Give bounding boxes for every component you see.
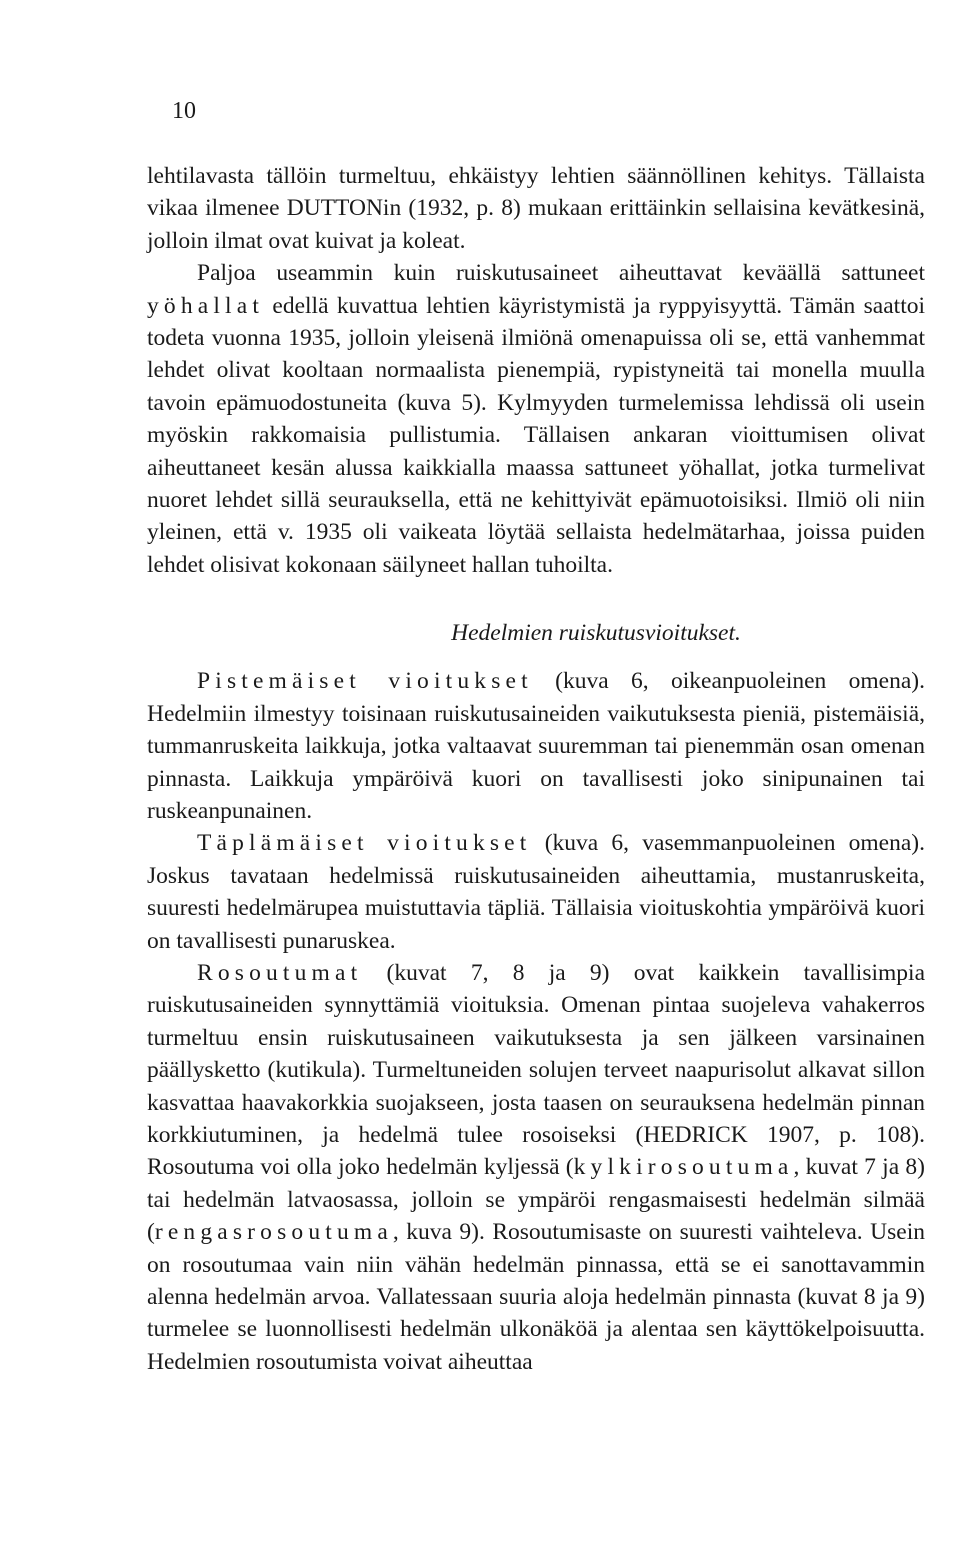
term-rengasrosoutuma: rengasrosoutuma (154, 1219, 393, 1246)
text-rosoutumat-d: , kuva 9). Rosoutumisaste on suuresti vaihteleva. Usein on rosoutumaa vain niin vähän hedelmän pinnassa, että se ei sanottavammin alenna hedelmän arvoa. Vallatessaan suuria aloja hedelmän pinnasta (kuvat 8 ja 9) turmelee se luonnollisesti hedelmän ulkonäköä ja alentaa sen käyttökelpoisuutta. Hedelmien rosoutumista voivat aiheuttaa (147, 1219, 925, 1375)
paragraph-2-after: edellä kuvattua lehtien käyristymistä ja ryppyisyyttä. Tämän saattoi todeta vuonna 1935, jolloin yleisenä ilmiönä omenapuissa oli se, että vanhemmat lehdet olivat kooltaan normaalista pienempiä, rypistyneitä tai monella muulla tavoin epämuodostuneita (kuva 5). Kylmyyden turmelemissa lehdissä oli usein myöskin rakkomaisia pullistumia. Tällaisen ankaran vioittumisen olivat aiheuttaneet kesän alussa kaikkialla maassa sattuneet yöhallat, jotka turmelivat nuoret lehdet sillä seurauksella, että ne kehittyivät epämuotoisiksi. Ilmiö oli niin yleinen, että v. 1935 oli vaikeata löytää sellaista hedelmätarhaa, joissa puiden lehdet olisivat kokonaan säilyneet hallan tuhoilta. (147, 292, 925, 578)
text-pistemaiset: (kuva 6, oikeanpuoleinen omena). Hedelmiin ilmestyy toisinaan ruiskutusaineiden vaikutuksesta pieniä, pistemäisiä, tummanruskeita laikkuja, jotka valtaavat suuremman tai pienemmän osan omenan pinnasta. Laikkuja ympäröivä kuori on tavallisesti joko sinipunainen tai ruskeanpunainen. (147, 668, 925, 824)
term-kylkirosoutuma: kylkirosoutuma (573, 1154, 794, 1181)
text-taplamaiset: (kuva 6, vasemmanpuoleinen omena). Joskus tavataan hedelmissä ruiskutusaineiden aiheuttamia, mustanruskeita, suuresti hedelmärupea muistuttavia täpliä. Tällaisia vioituskohtia ympäröivä kuori on tavallisesti punaruskea. (147, 830, 925, 954)
paragraph-rosoutumat (147, 957, 925, 1378)
paragraph-2 (147, 257, 925, 581)
paragraph-taplamaiset (147, 827, 925, 957)
term-taplamaiset: Täplämäiset vioitukset (197, 830, 532, 857)
paragraph-pistemaiset (147, 665, 925, 827)
text-rosoutumat-c: , kuvat 7 ja 8) tai hedelmän latvaosassa, jolloin se ympäröi rengasmaisesti hedelmän silmää ( (147, 1154, 925, 1246)
page-number: 10 (172, 98, 196, 124)
citation-hedrick: HEDRICK (643, 1121, 748, 1148)
term-rosoutumat: Rosoutumat (197, 959, 363, 986)
section-heading: Hedelmien ruiskutusvioitukset. (451, 620, 741, 647)
paragraph-2-spaced-term: yöhallat (147, 292, 265, 319)
body-text (147, 160, 925, 1378)
term-pistemaiset: Pistemäiset vioitukset (197, 668, 533, 695)
paragraph-2-before: Paljoa useammin kuin ruiskutusaineet aiheuttavat keväällä sattuneet (197, 260, 925, 287)
text-rosoutumat-a: (kuvat 7, 8 ja 9) ovat kaikkein tavallisimpia ruiskutusaineiden synnyttämiä vioituksia. Omenan pintaa suojeleva vahakerros turmeltuu ensin ruiskutusaineen vaikutuksesta ja sen jälkeen varsinainen päällysketto (kutikula). Turmeltuneiden solujen terveet naapurisolut alkavat sillon kasvattaa haavakorkkia suojakseen, josta taasen on seurauksena hedelmän pinnan korkkiutuminen, ja hedelmä tulee rosoiseksi ( (147, 959, 925, 1148)
paragraph-1: lehtilavasta tällöin turmeltuu, ehkäistyy lehtien säännöllinen kehitys. Tällaista vikaa ilmenee DUTTONin (1932, p. 8) mukaan erittäinkin sellaisina kevätkesinä, jolloin ilmat ovat kuivat ja koleat. (147, 163, 925, 254)
text-rosoutumat-b: 1907, p. 108). Rosoutuma voi olla joko hedelmän kyljessä ( (147, 1121, 925, 1181)
